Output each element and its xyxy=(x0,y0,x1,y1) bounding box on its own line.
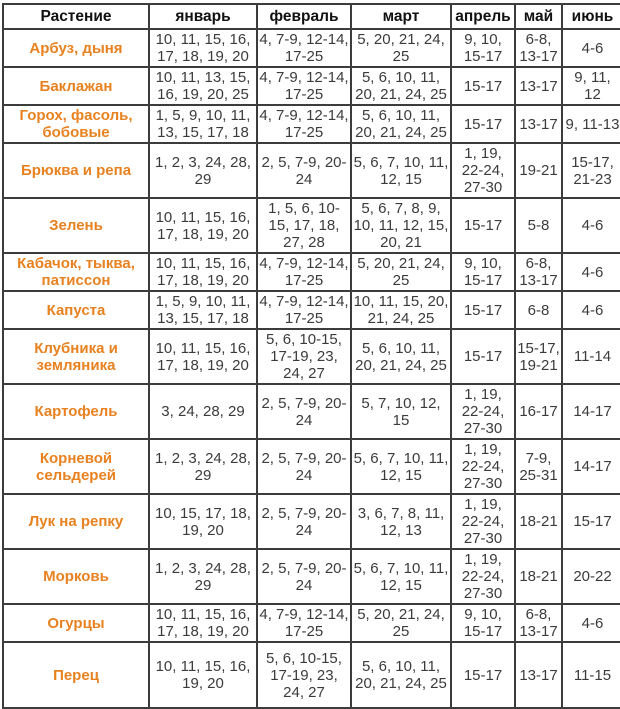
date-cell: 3, 6, 7, 8, 11, 12, 13 xyxy=(351,494,451,549)
date-cell: 11-14 xyxy=(562,329,620,384)
date-cell: 5, 6, 10-15, 17-19, 23, 24, 27 xyxy=(257,329,351,384)
date-cell: 5, 6, 7, 8, 9, 10, 11, 12, 15, 20, 21 xyxy=(351,198,451,253)
date-cell: 9, 10, 15-17 xyxy=(451,29,515,67)
date-cell: 10, 11, 13, 15, 16, 19, 20, 25 xyxy=(149,67,257,105)
table-row xyxy=(3,549,620,604)
date-cell: 15-17 xyxy=(451,67,515,105)
date-cell: 10, 11, 15, 16, 17, 18, 19, 20 xyxy=(149,329,257,384)
date-cell: 1, 5, 9, 10, 11, 13, 15, 17, 18 xyxy=(149,291,257,329)
plant-name: Кабачок, тыква, патиссон xyxy=(3,253,149,291)
plant-name: Картофель xyxy=(3,384,149,439)
table-row xyxy=(3,642,620,708)
plant-name: Арбуз, дыня xyxy=(3,29,149,67)
plant-name: Зелень xyxy=(3,198,149,253)
date-cell: 5, 6, 10-15, 17-19, 23, 24, 27 xyxy=(257,642,351,708)
date-cell: 1, 19, 22-24, 27-30 xyxy=(451,549,515,604)
plant-name: Баклажан xyxy=(3,67,149,105)
plant-column-header: Растение xyxy=(3,4,149,29)
date-cell: 2, 5, 7-9, 20-24 xyxy=(257,549,351,604)
date-cell: 9, 10, 15-17 xyxy=(451,604,515,642)
month-column-header: май xyxy=(515,4,562,29)
date-cell: 1, 2, 3, 24, 28, 29 xyxy=(149,439,257,494)
date-cell: 20-22 xyxy=(562,549,620,604)
table-row xyxy=(3,67,620,105)
date-cell: 5-8 xyxy=(515,198,562,253)
date-cell: 1, 2, 3, 24, 28, 29 xyxy=(149,549,257,604)
table-row xyxy=(3,384,620,439)
date-cell: 10, 11, 15, 16, 19, 20 xyxy=(149,642,257,708)
date-cell: 13-17 xyxy=(515,105,562,143)
table-row xyxy=(3,604,620,642)
date-cell: 4, 7-9, 12-14, 17-25 xyxy=(257,291,351,329)
date-cell: 5, 20, 21, 24, 25 xyxy=(351,29,451,67)
date-cell: 10, 11, 15, 16, 17, 18, 19, 20 xyxy=(149,29,257,67)
table-row xyxy=(3,253,620,291)
header-row xyxy=(3,4,620,29)
date-cell: 2, 5, 7-9, 20-24 xyxy=(257,439,351,494)
date-cell: 13-17 xyxy=(515,642,562,708)
date-cell: 2, 5, 7-9, 20-24 xyxy=(257,384,351,439)
date-cell: 5, 20, 21, 24, 25 xyxy=(351,604,451,642)
plant-name: Морковь xyxy=(3,549,149,604)
date-cell: 16-17 xyxy=(515,384,562,439)
date-cell: 5, 6, 7, 10, 11, 12, 15 xyxy=(351,143,451,198)
table-row xyxy=(3,329,620,384)
date-cell: 11-15 xyxy=(562,642,620,708)
planting-calendar-table xyxy=(2,3,620,709)
date-cell: 4-6 xyxy=(562,291,620,329)
plant-name: Огурцы xyxy=(3,604,149,642)
date-cell: 5, 6, 10, 11, 20, 21, 24, 25 xyxy=(351,642,451,708)
table-row xyxy=(3,291,620,329)
plant-name: Клубника и земляника xyxy=(3,329,149,384)
plant-name: Корневой сельдерей xyxy=(3,439,149,494)
date-cell: 18-21 xyxy=(515,549,562,604)
date-cell: 2, 5, 7-9, 20-24 xyxy=(257,494,351,549)
plant-name: Горох, фасоль, бобовые xyxy=(3,105,149,143)
date-cell: 2, 5, 7-9, 20-24 xyxy=(257,143,351,198)
month-column-header: апрель xyxy=(451,4,515,29)
table-row xyxy=(3,29,620,67)
date-cell: 1, 5, 9, 10, 11, 13, 15, 17, 18 xyxy=(149,105,257,143)
date-cell: 15-17 xyxy=(451,198,515,253)
date-cell: 5, 6, 7, 10, 11, 12, 15 xyxy=(351,439,451,494)
date-cell: 4-6 xyxy=(562,253,620,291)
date-cell: 6-8, 13-17 xyxy=(515,604,562,642)
date-cell: 9, 11-13 xyxy=(562,105,620,143)
date-cell: 10, 11, 15, 16, 17, 18, 19, 20 xyxy=(149,253,257,291)
month-column-header: март xyxy=(351,4,451,29)
date-cell: 5, 20, 21, 24, 25 xyxy=(351,253,451,291)
date-cell: 15-17 xyxy=(451,329,515,384)
date-cell: 4, 7-9, 12-14, 17-25 xyxy=(257,67,351,105)
plant-name: Капуста xyxy=(3,291,149,329)
date-cell: 15-17, 21-23 xyxy=(562,143,620,198)
date-cell: 15-17 xyxy=(451,291,515,329)
date-cell: 10, 15, 17, 18, 19, 20 xyxy=(149,494,257,549)
date-cell: 10, 11, 15, 16, 17, 18, 19, 20 xyxy=(149,198,257,253)
plant-name: Лук на репку xyxy=(3,494,149,549)
plant-name: Перец xyxy=(3,642,149,708)
date-cell: 5, 6, 10, 11, 20, 21, 24, 25 xyxy=(351,67,451,105)
date-cell: 4, 7-9, 12-14, 17-25 xyxy=(257,29,351,67)
date-cell: 5, 6, 10, 11, 20, 21, 24, 25 xyxy=(351,329,451,384)
table-row xyxy=(3,198,620,253)
table-row xyxy=(3,494,620,549)
month-column-header: февраль xyxy=(257,4,351,29)
date-cell: 14-17 xyxy=(562,384,620,439)
date-cell: 4-6 xyxy=(562,29,620,67)
month-column-header: январь xyxy=(149,4,257,29)
date-cell: 14-17 xyxy=(562,439,620,494)
date-cell: 15-17 xyxy=(451,105,515,143)
date-cell: 4-6 xyxy=(562,198,620,253)
date-cell: 1, 5, 6, 10-15, 17, 18, 27, 28 xyxy=(257,198,351,253)
date-cell: 4, 7-9, 12-14, 17-25 xyxy=(257,105,351,143)
date-cell: 1, 19, 22-24, 27-30 xyxy=(451,439,515,494)
date-cell: 1, 19, 22-24, 27-30 xyxy=(451,494,515,549)
date-cell: 1, 19, 22-24, 27-30 xyxy=(451,384,515,439)
date-cell: 15-17, 19-21 xyxy=(515,329,562,384)
date-cell: 3, 24, 28, 29 xyxy=(149,384,257,439)
date-cell: 9, 11, 12 xyxy=(562,67,620,105)
date-cell: 10, 11, 15, 20, 21, 24, 25 xyxy=(351,291,451,329)
date-cell: 9, 10, 15-17 xyxy=(451,253,515,291)
table-body xyxy=(3,29,620,708)
plant-name: Брюква и репа xyxy=(3,143,149,198)
date-cell: 10, 11, 15, 16, 17, 18, 19, 20 xyxy=(149,604,257,642)
date-cell: 7-9, 25-31 xyxy=(515,439,562,494)
date-cell: 13-17 xyxy=(515,67,562,105)
date-cell: 1, 2, 3, 24, 28, 29 xyxy=(149,143,257,198)
date-cell: 4, 7-9, 12-14, 17-25 xyxy=(257,604,351,642)
date-cell: 1, 19, 22-24, 27-30 xyxy=(451,143,515,198)
date-cell: 15-17 xyxy=(451,642,515,708)
date-cell: 5, 7, 10, 12, 15 xyxy=(351,384,451,439)
date-cell: 6-8, 13-17 xyxy=(515,253,562,291)
table-row xyxy=(3,439,620,494)
table-row xyxy=(3,143,620,198)
date-cell: 4, 7-9, 12-14, 17-25 xyxy=(257,253,351,291)
date-cell: 4-6 xyxy=(562,604,620,642)
date-cell: 15-17 xyxy=(562,494,620,549)
date-cell: 6-8, 13-17 xyxy=(515,29,562,67)
date-cell: 18-21 xyxy=(515,494,562,549)
date-cell: 5, 6, 7, 10, 11, 12, 15 xyxy=(351,549,451,604)
date-cell: 6-8 xyxy=(515,291,562,329)
month-column-header: июнь xyxy=(562,4,620,29)
date-cell: 5, 6, 10, 11, 20, 21, 24, 25 xyxy=(351,105,451,143)
date-cell: 19-21 xyxy=(515,143,562,198)
table-row xyxy=(3,105,620,143)
